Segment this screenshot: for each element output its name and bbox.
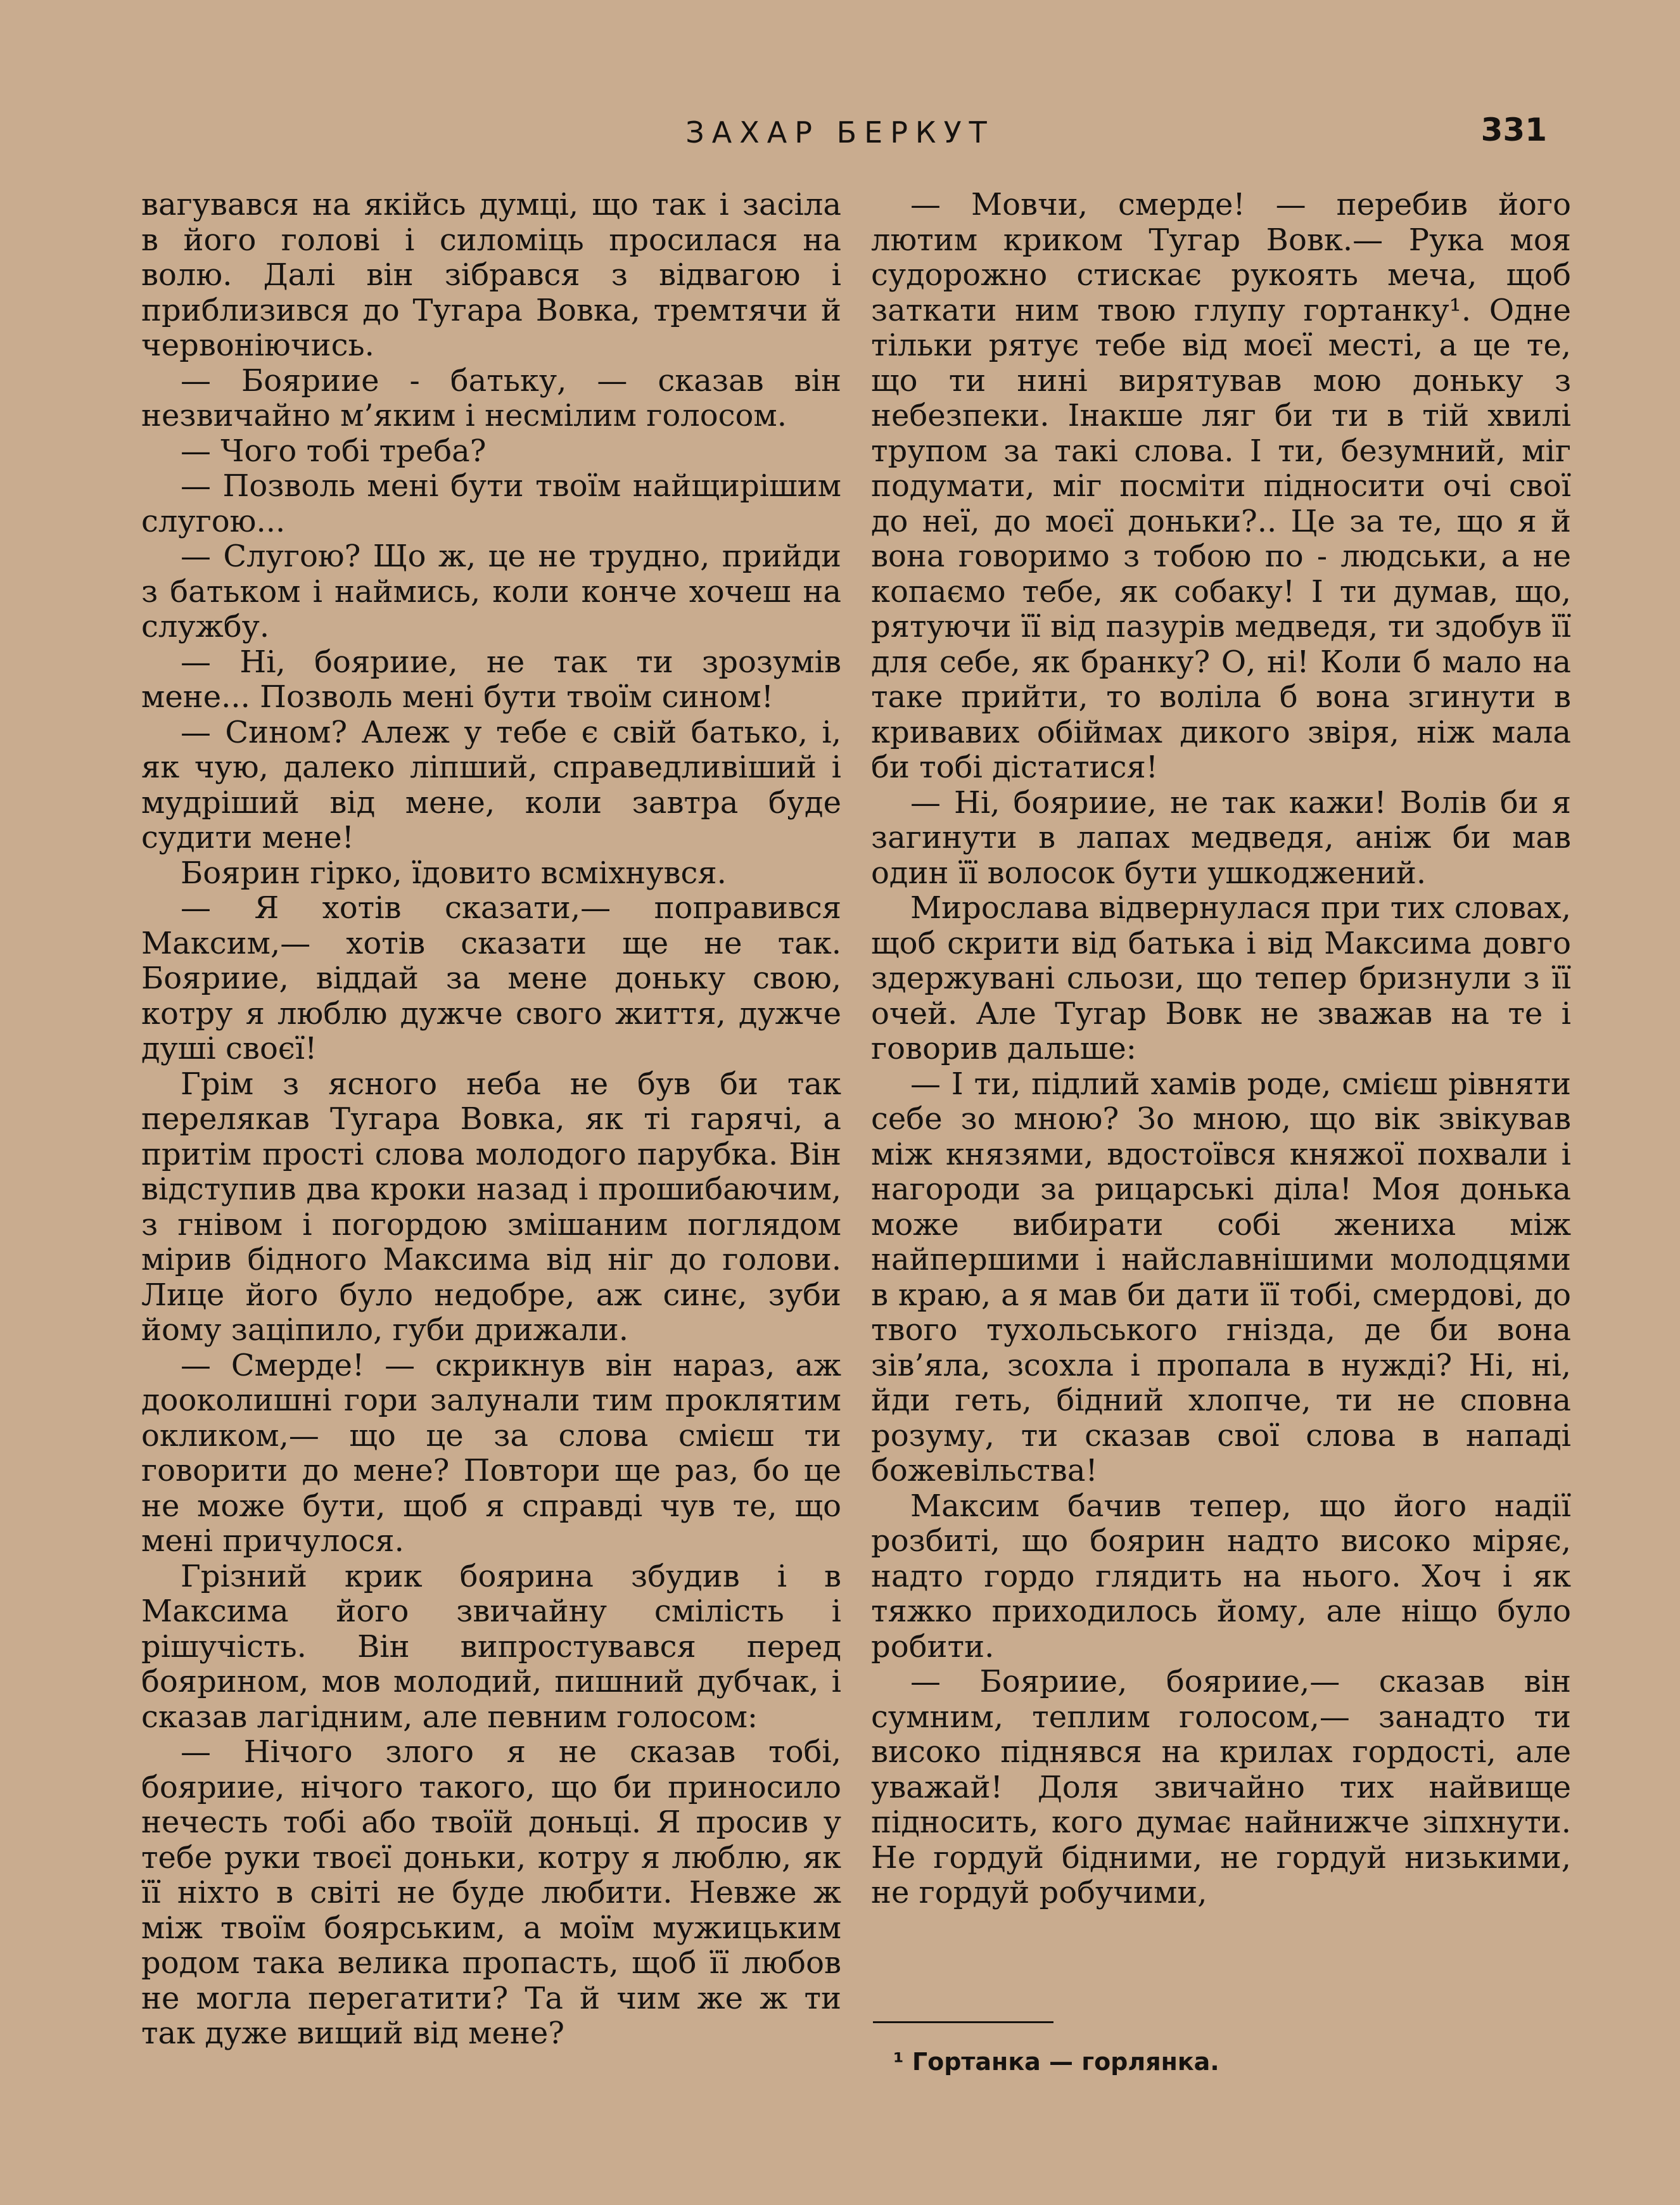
paragraph: — Я хотів сказати,— поправився Максим,— хотів сказати ще не так. Бояриие, віддай за мене доньку свою, котру я люблю дужче свого життя, дужче душі своєї! <box>141 890 841 1066</box>
paragraph: Мирослава відвернулася при тих словах, щоб скрити від батька і від Максима довго здержувані сльози, що тепер бризнули з її очей. Але Тугар Вовк не зважав на те і говорив дальше: <box>871 890 1571 1066</box>
left-column <box>141 188 841 2052</box>
paragraph: Максим бачив тепер, що його надії розбиті, що боярин надто високо міряє, надто гордо глядить на нього. Хоч і як тяжко приходилось йому, але ніщо було робити. <box>871 1488 1571 1665</box>
right-column <box>871 188 1571 1911</box>
paragraph: — Бояриие - батьку, — сказав він незвичайно м’яким і несмілим голосом. <box>141 362 841 433</box>
paragraph: — Ні, бояриие, не так ти зрозумів мене... Позволь мені бути твоїм сином! <box>141 644 841 715</box>
paragraph: Боярин гірко, їдовито всміхнувся. <box>181 855 727 891</box>
footnote: ¹ Гортанка — горлянка. <box>893 2048 1219 2076</box>
page-number: 331 <box>1480 112 1547 148</box>
running-head: ЗАХАР БЕРКУТ <box>685 115 995 150</box>
paragraph: — Сином? Алеж у тебе є свій батько, і, як чую, далеко ліпший, справедливіший і мудріший від мене, коли завтра буде судити мене! <box>141 714 841 855</box>
paragraph: — Бояриие, бояриие,— сказав він сумним, теплим голосом,— занадто ти високо піднявся на крилах гордості, але уважай! Доля звичайно тих найвище підносить, кого думає найнижче зіпхнути. Не гордуй бідними, не гордуй низькими, не гордуй робучими, <box>871 1664 1571 1910</box>
paragraph: — Нічого злого я не сказав тобі, бояриие, нічого такого, що би приносило нечесть тобі або твоїй доньці. Я просив у тебе руки твоєї доньки, котру я люблю, як її ніхто в світі не буде любити. Невже ж між твоїм боярським, а моїм мужицьким родом така велика пропасть, щоб її любов не могла перегатити? Та й чим же ж ти так дуже вищий від мене? <box>141 1734 841 2051</box>
paragraph: — І ти, підлий хамів роде, смієш рівняти себе зо мною? Зо мною, що вік звікував між князями, вдостоївся княжої похвали і нагороди за рицарські діла! Моя донька може вибирати собі жениха між найпершими і найславнішими молодцями в краю, а я мав би дати її тобі, смердові, до твого тухольського гнізда, де би вона зів’яла, зсохла і пропала в нужді? Ні, ні, йди геть, бідний хлопче, ти не сповна розуму, ти сказав свої слова в нападі божевільства! <box>871 1066 1571 1488</box>
paragraph: — Ні, бояриие, не так кажи! Волів би я загинути в лапах медведя, аніж би мав один її волосок бути ушкоджений. <box>871 784 1571 891</box>
paragraph: — Мовчи, смерде! — перебив його лютим криком Тугар Вовк.— Рука моя судорожно стискає рукоять меча, щоб заткати ним твою глупу гортанку¹. Одне тільки рятує тебе від моєї месті, а це те, що ти нині вирятував мою доньку з небезпеки. Інакше ляг би ти в тій хвилі трупом за такі слова. І ти, безумний, міг подумати, міг посміти підносити очі свої до неї, до моєї доньки?.. Це за те, що я й вона говоримо з тобою по - людськи, а не копаємо тебе, як собаку! І ти думав, що, рятуючи її від пазурів медведя, ти здобув її для себе, як бранку? О, ні! Коли б мало на таке прийти, то воліла б вона згинути в кривавих обіймах дикого звіря, ніж мала би тобі дістатися! <box>871 187 1571 785</box>
paragraph: — Позволь мені бути твоїм найщирішим слугою... <box>141 468 841 539</box>
footnote-rule <box>873 2021 1053 2023</box>
paragraph: вагувався на якійсь думці, що так і засіла в його голові і силоміць просилася на волю. Далі він зібрався з відвагою і приблизився до Тугара Вовка, тремтячи й червоніючись. <box>141 187 841 363</box>
paragraph: — Чого тобі треба? <box>181 433 487 469</box>
paragraph: — Слугою? Що ж, це не трудно, прийди з батьком і наймись, коли конче хочеш на службу. <box>141 539 841 644</box>
paragraph: Грім з ясного неба не був би так перелякав Тугара Вовка, як ті гарячі, а притім прості слова молодого парубка. Він відступив два кроки назад і прошибаючим, з гнівом і погордою змішаним поглядом мірив бідного Максима від ніг до голови. Лице його було недобре, аж синє, зуби йому заціпило, губи дрижали. <box>141 1066 841 1348</box>
paragraph: — Смерде! — скрикнув він нараз, аж дооколишні гори залунали тим проклятим окликом,— що це за слова смієш ти говорити до мене? Повтори ще раз, бо це не може бути, щоб я справді чув те, що мені причулося. <box>141 1347 841 1559</box>
paragraph: Грізний крик боярина збудив і в Максима його звичайну смілість і рішучість. Він випростувався перед боярином, мов молодий, пишний дубчак, і сказав лагідним, але певним голосом: <box>141 1558 841 1735</box>
